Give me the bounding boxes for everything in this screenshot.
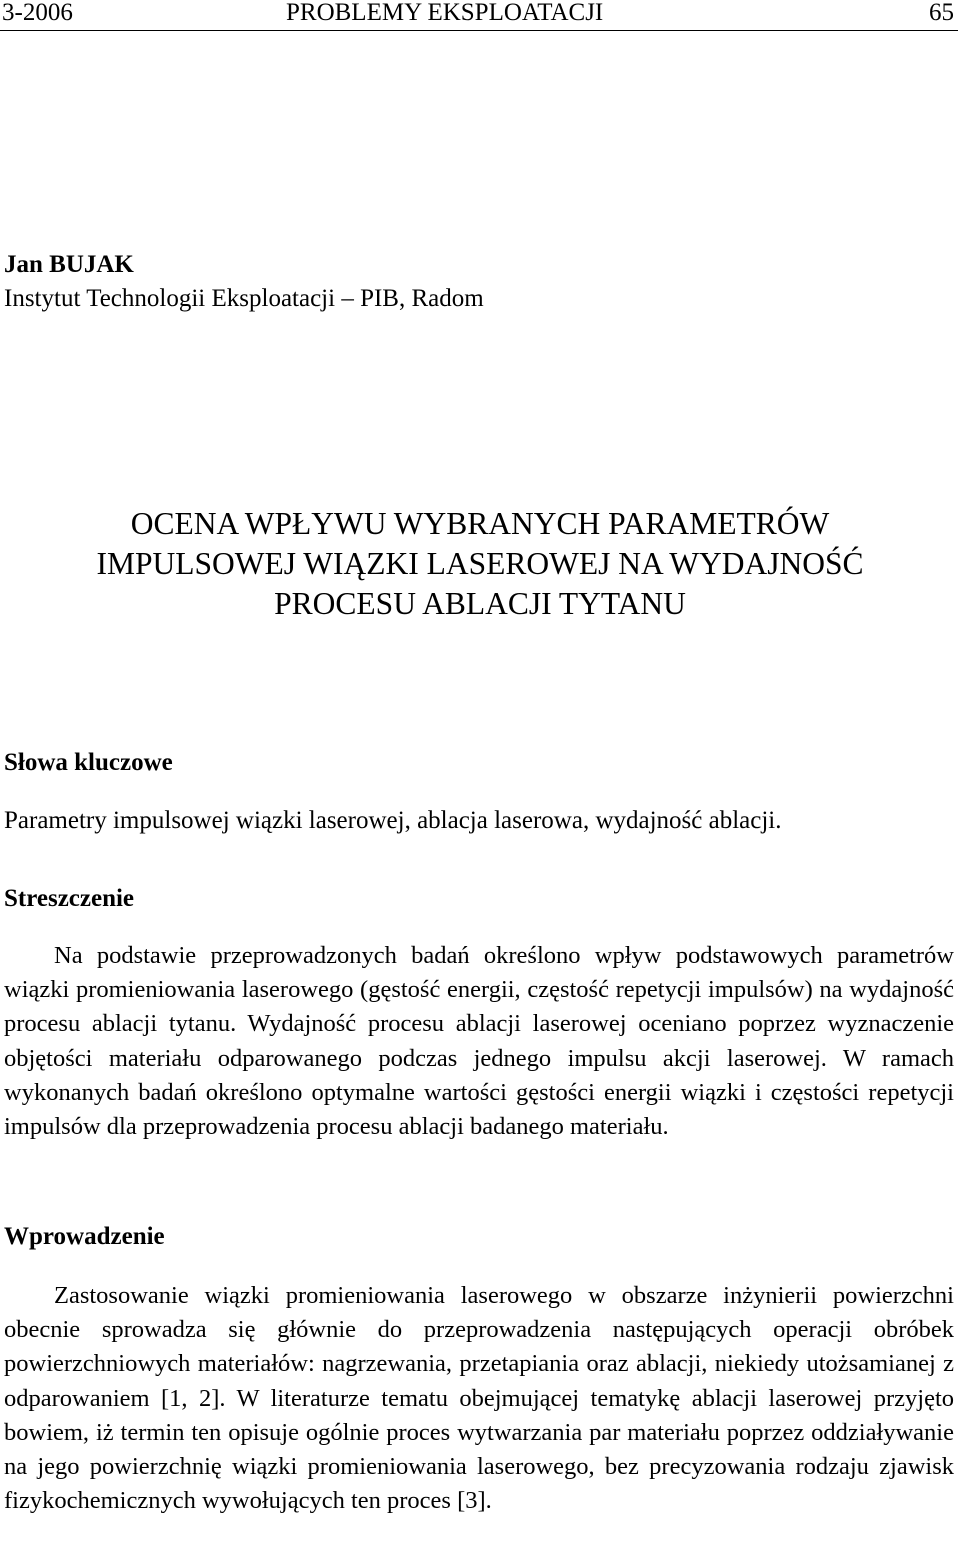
title-line-1: OCENA WPŁYWU WYBRANYCH PARAMETRÓW [130,506,830,541]
title-line-2: IMPULSOWEJ WIĄZKI LASEROWEJ NA WYDAJNOŚĆ [96,546,864,581]
abstract-heading: Streszczenie [4,885,135,912]
abstract-paragraph: Na podstawie przeprowadzonych badań określono wpływ podstawowych parametrów wiązki promieniowania laserowego (gęstość energii, częstość repetycji impulsów) na wydajność procesu ablacji tytanu. Wydajność procesu ablacji laserowej oceniano poprzez wyznaczenie objętości materiału odparowanego podczas jednego impulsu akcji laserowej. W ramach wykonanych badań określono optymalne wartości gęstości energii wiązki i częstości repetycji impulsów dla przeprowadzenia procesu ablacji badanego materiału. [4,942,954,1141]
journal-name: PROBLEMY EKSPLOATACJI [286,0,604,26]
page-number: 65 [929,0,954,26]
keywords-text: Parametry impulsowej wiązki laserowej, ablacja laserowa, wydajność ablacji. [4,807,782,834]
running-header [0,0,958,31]
issue-number: 3-2006 [2,0,73,26]
introduction-heading: Wprowadzenie [4,1223,165,1250]
keywords-heading: Słowa kluczowe [4,749,173,776]
title-line-3: PROCESU ABLACJI TYTANU [274,586,686,621]
author-name: Jan BUJAK [4,251,134,278]
introduction-paragraph: Zastosowanie wiązki promieniowania laserowego w obszarze inżynierii powierzchni obecnie sprowadza się głównie do przeprowadzenia następujących operacji obróbek powierzchniowych materiałów: nagrzewania, przetapiania oraz ablacji, niekiedy utożsamianej z odparowaniem [1, 2]. W literaturze tematu obejmującej tematykę ablacji laserowej przyjęto bowiem, iż termin ten opisuje ogólnie proces wytwarzania par materiału poprzez oddziaływanie na jego powierzchnię wiązki promieniowania laserowego, bez precyzowania rodzaju zjawisk fizykochemicznych wywołujących ten proces [3]. [4,1282,954,1515]
paper-title [0,504,960,624]
author-affiliation: Instytut Technologii Eksploatacji – PIB, Radom [4,285,484,312]
